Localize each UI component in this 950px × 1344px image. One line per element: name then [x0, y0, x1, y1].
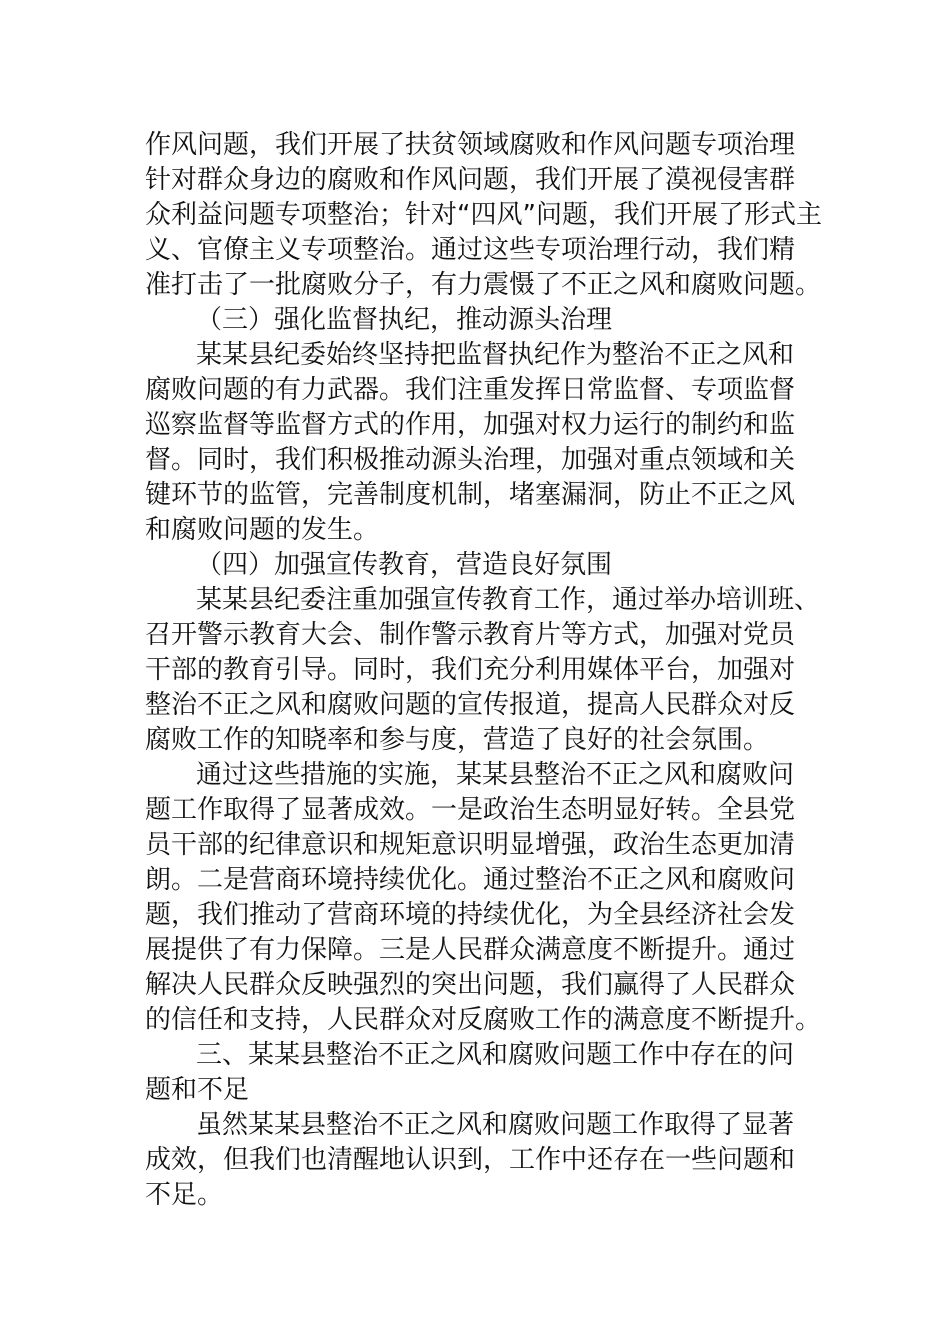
paragraph-first-line: 通过这些措施的实施，某某县整治不正之风和腐败问: [196, 760, 795, 790]
body-text-line: 成效，但我们也清醒地认识到，工作中还存在一些问题和: [145, 1145, 796, 1175]
body-text-line: 不足。: [145, 1180, 224, 1210]
paragraph-first-line: 某某县纪委始终坚持把监督执纪作为整治不正之风和: [196, 340, 795, 370]
paragraph-first-line: 虽然某某县整治不正之风和腐败问题工作取得了显著: [196, 1110, 795, 1140]
body-text-line: 和腐败问题的发生。: [145, 515, 380, 545]
body-text-line: 巡察监督等监督方式的作用，加强对权力运行的制约和监: [145, 410, 796, 440]
body-text-line: 召开警示教育大会、制作警示教育片等方式，加强对党员: [145, 620, 796, 650]
body-text-line: 键环节的监管，完善制度机制，堵塞漏洞，防止不正之风: [145, 480, 796, 510]
body-text-line: 督。同时，我们积极推动源头治理，加强对重点领域和关: [145, 445, 796, 475]
body-text-line: 义、官僚主义专项整治。通过这些专项治理行动，我们精: [145, 235, 796, 265]
body-text-line: 题工作取得了显著成效。一是政治生态明显好转。全县党: [145, 795, 796, 825]
body-text-line: 题，我们推动了营商环境的持续优化，为全县经济社会发: [145, 900, 796, 930]
body-text-line: 腐败工作的知晓率和参与度，营造了良好的社会氛围。: [145, 725, 770, 755]
body-text-line: 的信任和支持，人民群众对反腐败工作的满意度不断提升。: [145, 1005, 822, 1035]
body-text-line: 员干部的纪律意识和规矩意识明显增强，政治生态更加清: [145, 830, 796, 860]
body-text-line: 朗。二是营商环境持续优化。通过整治不正之风和腐败问: [145, 865, 796, 895]
body-text-line: 干部的教育引导。同时，我们充分利用媒体平台，加强对: [145, 655, 796, 685]
section-heading: 三、某某县整治不正之风和腐败问题工作中存在的问: [196, 1040, 795, 1070]
body-text-line: 针对群众身边的腐败和作风问题，我们开展了漠视侵害群: [145, 165, 796, 195]
body-text-line: 准打击了一批腐败分子，有力震慑了不正之风和腐败问题。: [145, 270, 822, 300]
body-text-line: 众利益问题专项整治；针对“四风”问题，我们开展了形式主: [145, 200, 822, 230]
section-subheading: （四）加强宣传教育，营造良好氛围: [196, 550, 613, 580]
section-subheading: （三）强化监督执纪，推动源头治理: [196, 305, 613, 335]
paragraph-first-line: 某某县纪委注重加强宣传教育工作，通过举办培训班、: [196, 585, 821, 615]
body-text-line: 展提供了有力保障。三是人民群众满意度不断提升。通过: [145, 935, 796, 965]
section-heading-continued: 题和不足: [145, 1075, 250, 1105]
body-text-line: 整治不正之风和腐败问题的宣传报道，提高人民群众对反: [145, 690, 796, 720]
body-text-line: 解决人民群众反映强烈的突出问题，我们赢得了人民群众: [145, 970, 796, 1000]
body-text-line: 作风问题，我们开展了扶贫领域腐败和作风问题专项治理: [145, 130, 796, 160]
body-text-line: 腐败问题的有力武器。我们注重发挥日常监督、专项监督: [145, 375, 796, 405]
